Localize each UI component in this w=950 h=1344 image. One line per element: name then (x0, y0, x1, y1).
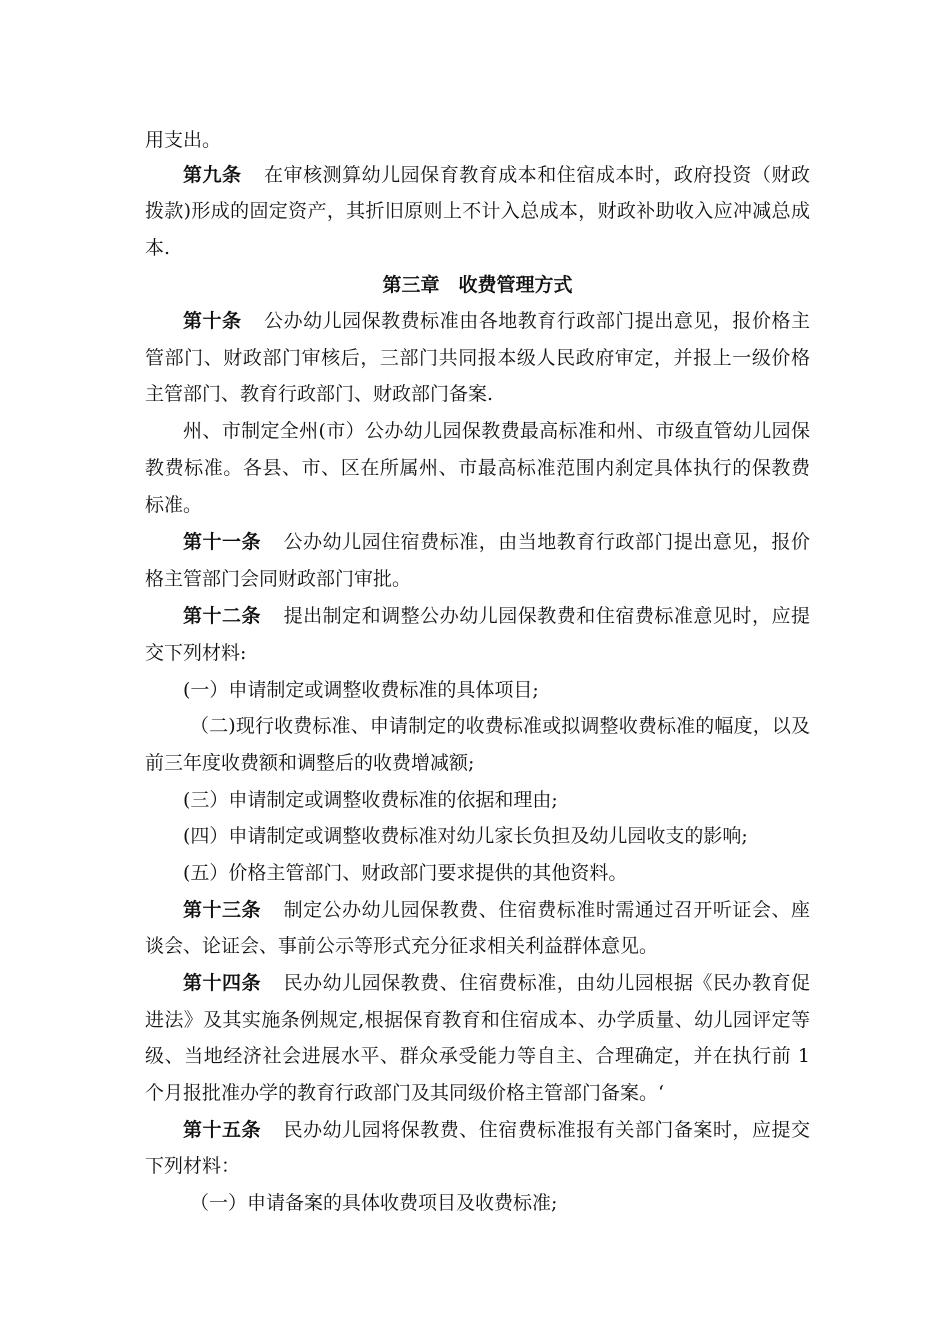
text-line: 标准。 (145, 494, 203, 516)
text-line: 教费标准。各县、市、区在所属州、市最高标准范围内刹定具体执行的保教费 (145, 457, 810, 479)
article-9-line (183, 162, 810, 188)
text-line: 主管部门、教育行政部门、财政部门备案. (145, 383, 494, 405)
article-15-line (183, 1117, 810, 1143)
text-line: 用支出。 (145, 129, 222, 151)
text-line: 交下列材料: (145, 642, 247, 664)
list-item: （二)现行收费标准、申请制定的收费标准或拟调整收费标准的幅度，以及 (190, 715, 810, 737)
text-span: 公办幼儿园住宿费标准，由当地教育行政部门提出意见，报价 (283, 531, 810, 553)
text-line: 州、市制定全州(市）公办幼儿园保教费最高标准和州、市级直管幼儿园保 (183, 420, 810, 442)
article-label: 第十一条 (183, 531, 262, 553)
text-span: 公办幼儿园保教费标准由各地教育行政部门提出意见，报价格主 (263, 310, 810, 332)
text-line: 下列材料： (145, 1155, 241, 1177)
text-span: 民办幼儿园保教费、住宿费标准，由幼儿园根据《民办教育促 (283, 972, 810, 994)
article-label: 第十二条 (183, 605, 262, 627)
article-label: 第十四条 (183, 972, 262, 994)
text-line: 前三年度收费额和调整后的收费增减额; (145, 752, 475, 774)
article-14-line (183, 970, 810, 996)
list-item: (三）申请制定或调整收费标准的依据和理由; (183, 789, 558, 811)
article-12-line (183, 603, 810, 629)
text-line: 个月报批准办学的教育行政部门及其同级价格主管部门备案。‘ (145, 1082, 665, 1104)
text-line: 本. (145, 237, 171, 259)
list-item: (一）申请制定或调整收费标准的具体项目; (183, 679, 539, 701)
list-item: (五）价格主管部门、财政部门要求提供的其他资料。 (183, 862, 628, 884)
article-label: 第十条 (183, 310, 242, 332)
article-label: 第十五条 (183, 1119, 262, 1141)
text-span: 制定公办幼儿园保教费、住宿费标准时需通过召开听证会、座 (283, 899, 810, 921)
text-line: 格主管部门会同财政部门审批。 (145, 568, 412, 590)
text-span: 在审核测算幼儿园保育教育成本和住宿成本时，政府投资（财政 (263, 164, 810, 186)
article-13-line (183, 897, 810, 923)
article-11-line (183, 529, 810, 555)
article-10-line (183, 308, 810, 334)
list-item: (四）申请制定或调整收费标准对幼儿家长负担及幼儿园收支的影响; (183, 825, 748, 847)
text-line: 级、当地经济社会进展水平、群众承受能力等自主、合理确定，并在执行前 1 (145, 1045, 810, 1067)
article-label: 第九条 (183, 164, 242, 186)
text-line: 进法》及其实施条例规定,根据保育教育和住宿成本、办学质量、幼儿园评定等 (145, 1009, 810, 1031)
text-line: 拨款)形成的固定资产，其折旧原则上不计入总成本，财政补助收入应冲减总成 (145, 200, 810, 222)
list-item: （一）申请备案的具体收费项目及收费标准; (190, 1192, 558, 1214)
chapter-heading: 第三章 收费管理方式 (382, 274, 573, 296)
text-line: 谈会、论证会、事前公示等形式充分征求相关利益群体意见。 (145, 935, 659, 957)
text-line: 管部门、财政部门审核后，三部门共同报本级人民政府审定，并报上一级价格 (145, 347, 810, 369)
text-span: 提出制定和调整公办幼儿园保教费和住宿费标准意见时，应提 (283, 605, 810, 627)
text-span: 民办幼儿园将保教费、住宿费标准报有关部门备案时，应提交 (283, 1119, 810, 1141)
article-label: 第十三条 (183, 899, 262, 921)
